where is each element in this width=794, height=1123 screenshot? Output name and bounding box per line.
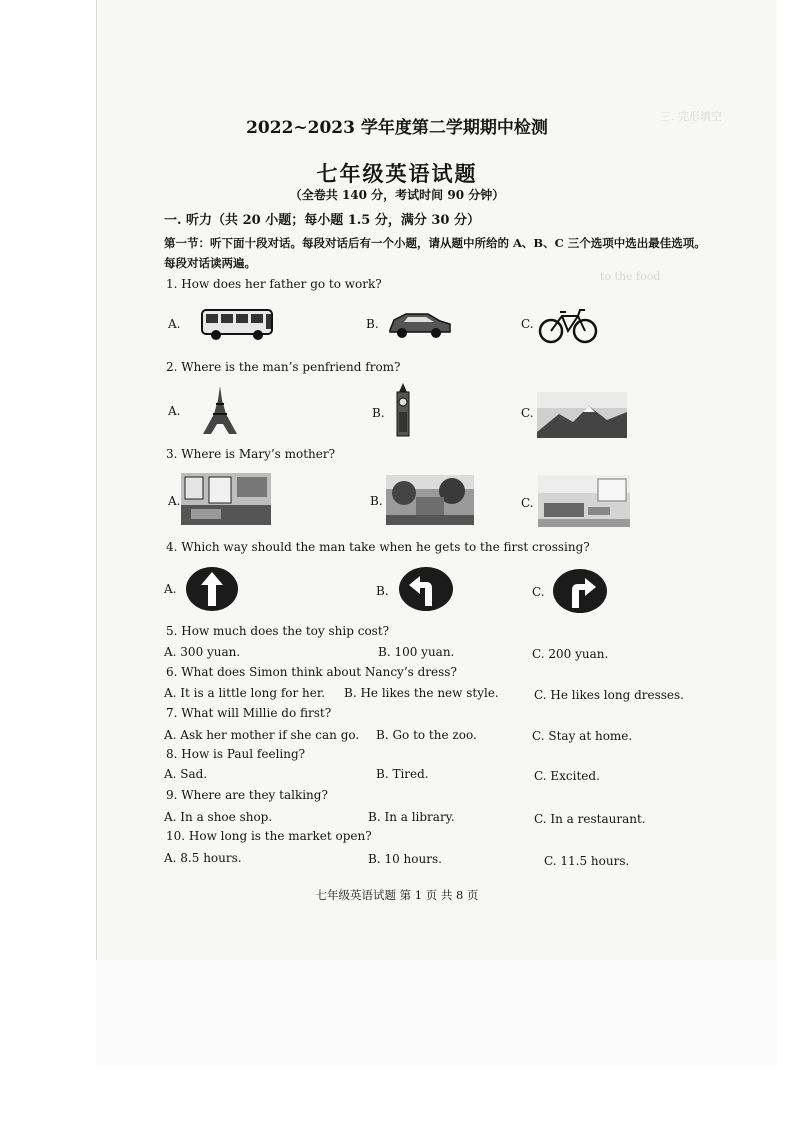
mountain-landscape-icon	[537, 392, 627, 438]
bicycle-icon	[538, 304, 598, 344]
option-7b: B. Go to the zoo.	[376, 728, 477, 742]
arrow-right-turn-sign-icon	[552, 568, 608, 614]
kitchen-picture	[181, 473, 271, 525]
instruction-line: 第一节：听下面十段对话。每段对话后有一个小题，请从题中所给的 A、B、C 三个选项中选出最佳选项。	[164, 236, 706, 250]
question-7: 7. What will Millie do first?	[166, 706, 332, 720]
garden-picture	[386, 475, 474, 525]
option-10b: B. 10 hours.	[368, 852, 442, 866]
question-6: 6. What does Simon think about Nancy’s dress?	[166, 665, 457, 679]
bus-icon	[200, 306, 276, 342]
question-5: 5. How much does the toy ship cost?	[166, 624, 390, 638]
question-3: 3. Where is Mary’s mother?	[166, 447, 336, 461]
question-1: 1. How does her father go to work?	[166, 277, 382, 291]
section-heading: 一. 听力（共 20 小题；每小题 1.5 分，满分 30 分）	[164, 213, 481, 228]
option-3a-label: A.	[168, 494, 181, 508]
car-icon	[386, 308, 454, 340]
exam-subtitle: （全卷共 140 分，考试时间 90 分钟）	[289, 188, 505, 202]
option-1c-label: C.	[521, 317, 534, 331]
bleed-through-text: 三. 完形填空	[660, 110, 722, 123]
option-6a: A. It is a little long for her.	[164, 686, 326, 700]
option-6b: B. He likes the new style.	[344, 686, 499, 700]
option-10a: A. 8.5 hours.	[164, 851, 242, 865]
option-5b: B. 100 yuan.	[378, 645, 455, 659]
option-2b-label: B.	[372, 406, 385, 420]
eiffel-tower-icon	[193, 384, 247, 436]
bleed-through-text: to the food	[600, 270, 661, 283]
question-2: 2. Where is the man’s penfriend from?	[166, 360, 401, 374]
option-7c: C. Stay at home.	[532, 729, 633, 743]
option-4b-label: B.	[376, 584, 389, 598]
option-8c: C. Excited.	[534, 769, 600, 783]
page-footer: 七年级英语试题 第 1 页 共 8 页	[315, 888, 479, 902]
big-ben-icon	[388, 382, 418, 438]
question-10: 10. How long is the market open?	[166, 829, 372, 843]
option-5a: A. 300 yuan.	[164, 645, 241, 659]
instruction-line: 每段对话读两遍。	[164, 256, 256, 270]
option-4c-label: C.	[532, 585, 545, 599]
option-9a: A. In a shoe shop.	[164, 810, 273, 824]
arrow-left-turn-sign-icon	[398, 566, 454, 612]
option-8b: B. Tired.	[376, 767, 429, 781]
question-8: 8. How is Paul feeling?	[166, 747, 306, 761]
option-7a: A. Ask her mother if she can go.	[164, 728, 360, 742]
question-9: 9. Where are they talking?	[166, 788, 328, 802]
option-3c-label: C.	[521, 496, 534, 510]
paper-edge	[96, 960, 776, 1065]
year-title: 2022~2023 学年度第二学期期中检测	[246, 118, 548, 138]
arrow-up-sign-icon	[185, 566, 239, 612]
option-2a-label: A.	[168, 404, 181, 418]
option-4a-label: A.	[164, 582, 177, 596]
option-10c: C. 11.5 hours.	[544, 854, 630, 868]
option-5c: C. 200 yuan.	[532, 647, 609, 661]
option-1b-label: B.	[366, 317, 379, 331]
question-4: 4. Which way should the man take when he gets to the first crossing?	[166, 540, 590, 554]
option-2c-label: C.	[521, 406, 534, 420]
exam-title: 七年级英语试题	[316, 161, 478, 186]
option-3b-label: B.	[370, 494, 383, 508]
option-8a: A. Sad.	[164, 767, 208, 781]
living-room-picture	[538, 475, 630, 527]
option-9b: B. In a library.	[368, 810, 455, 824]
option-1a-label: A.	[168, 317, 181, 331]
option-9c: C. In a restaurant.	[534, 812, 646, 826]
option-6c: C. He likes long dresses.	[534, 688, 684, 702]
